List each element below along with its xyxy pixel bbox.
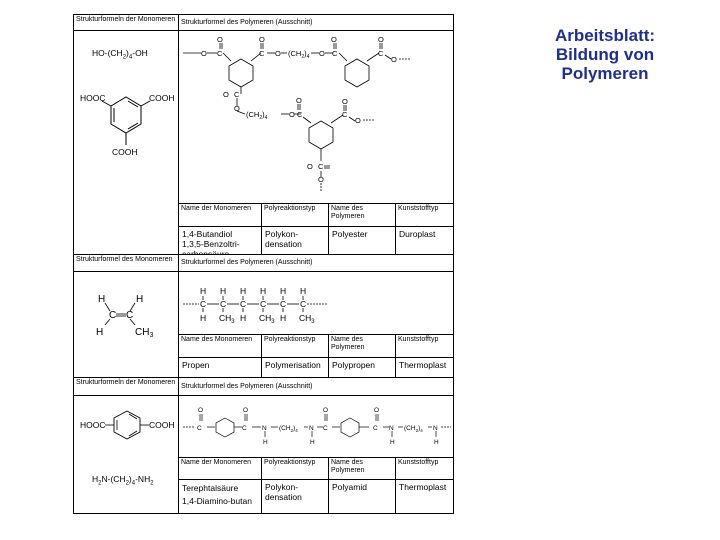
svg-text:C: C	[332, 49, 338, 58]
butanediol-formula: $HO-(CH_2)_4-OH$	[92, 48, 148, 61]
svg-text:CH3: $CH_3$	[259, 313, 275, 325]
polymer-structure	[178, 395, 454, 458]
svg-text:(CH2)4: $(CH_2)_4$	[279, 425, 298, 433]
monomer-names	[178, 226, 262, 255]
svg-text:C: C	[280, 299, 287, 309]
svg-text:COOH: COOH	[112, 147, 138, 157]
col-header-type: Kunststofftyp	[395, 203, 454, 227]
polymer-name: Polyamid	[328, 479, 396, 514]
svg-text:O: O	[374, 407, 380, 414]
svg-text:O: O	[289, 110, 295, 119]
col-header-type: Kunststofftyp	[395, 457, 454, 480]
svg-text:O: O	[201, 49, 207, 58]
svg-text:H: H	[280, 313, 287, 323]
svg-text:H: H	[263, 439, 268, 446]
svg-text:N: N	[389, 425, 394, 432]
svg-text:H: H	[136, 294, 144, 305]
svg-text:COOH: COOH	[149, 420, 175, 430]
left-header: Strukturformel des Monomeren	[73, 254, 179, 272]
block-polyester	[73, 14, 454, 255]
svg-text:O: O	[323, 407, 329, 414]
svg-text:HOOC: HOOC	[80, 420, 106, 430]
diaminobutane-formula: $H_2N-(CH_2)_4-NH_2$	[92, 474, 154, 487]
svg-text:N: N	[433, 425, 438, 432]
svg-text:COOH: COOH	[149, 93, 175, 103]
svg-text:H: H	[240, 286, 247, 296]
svg-text:H: H	[390, 439, 395, 446]
col-header-monomer: Name der Monomeren	[178, 457, 262, 480]
block-polyamide	[73, 377, 454, 514]
right-header: Strukturformel des Polymeren (Ausschnitt)	[178, 14, 454, 31]
svg-text:H: H	[200, 286, 207, 296]
svg-text:O: O	[234, 104, 240, 113]
svg-text:CH3: $CH_3$	[135, 327, 154, 339]
col-header-polymer: Name des Polymeren	[328, 457, 396, 480]
polypropene-structure	[179, 272, 453, 334]
svg-text:C: C	[126, 310, 134, 321]
reaction-type: Polymerisation	[261, 357, 329, 378]
svg-text:C: C	[217, 49, 223, 58]
monomer-structures	[73, 395, 179, 514]
monomer-name: 1,3,5-Benzoltri-	[182, 239, 240, 249]
svg-text:O: O	[223, 90, 229, 99]
reaction-type: Polykon-densation	[261, 479, 329, 514]
svg-text:(CH2)4: $(CH_2)_4$	[246, 110, 268, 121]
svg-text:O: O	[307, 162, 313, 171]
svg-text:C: C	[197, 425, 202, 432]
svg-text:C: C	[109, 310, 117, 321]
title-line-2: Bildung von	[555, 45, 655, 64]
svg-text:O: O	[319, 49, 325, 58]
svg-text:O: O	[355, 116, 361, 125]
svg-text:C: C	[300, 299, 307, 309]
svg-text:H: H	[310, 439, 315, 446]
svg-text:O: O	[342, 97, 348, 106]
monomer-name: Propen	[178, 357, 262, 378]
col-header-polymer: Name des Polymeren	[328, 334, 396, 358]
polymer-structure	[178, 271, 454, 335]
svg-text:HOOC: HOOC	[80, 93, 106, 103]
svg-text:H: H	[434, 439, 439, 446]
plastic-type: Thermoplast	[395, 479, 454, 514]
svg-text:H: H	[280, 286, 287, 296]
svg-text:C: C	[220, 299, 227, 309]
svg-text:O: O	[378, 35, 384, 44]
col-header-reaction: Polyreaktionstyp	[261, 457, 329, 480]
svg-text:C: C	[200, 299, 207, 309]
monomer-names	[178, 479, 262, 514]
svg-text:O: O	[275, 49, 281, 58]
svg-text:O: O	[318, 175, 324, 184]
svg-text:C: C	[260, 299, 267, 309]
svg-text:O: O	[391, 55, 397, 64]
plastic-type: Thermoplast	[395, 357, 454, 378]
right-header: Strukturformel des Polymeren (Ausschnitt)	[178, 377, 454, 396]
svg-text:H: H	[240, 313, 247, 323]
monomer-name: 1,4-Butandiol	[182, 229, 233, 239]
monomer-structures	[73, 271, 179, 378]
svg-text:C: C	[373, 425, 378, 432]
svg-text:O: O	[296, 96, 302, 105]
worksheet-title	[535, 26, 675, 83]
block-polypropene	[73, 254, 454, 378]
monomer-structures	[73, 30, 179, 255]
benzenetricarboxylic-acid-structure	[74, 79, 178, 179]
svg-text:CH3: $CH_3$	[299, 313, 315, 325]
svg-text:C: C	[342, 110, 348, 119]
title-line-1: Arbeitsblatt:	[554, 26, 656, 45]
terephthalic-acid-structure	[74, 398, 178, 454]
svg-text:(CH2)4: $(CH_2)_4$	[404, 425, 423, 433]
svg-text:C: C	[323, 425, 328, 432]
col-header-monomer: Name der Monomeren	[178, 203, 262, 227]
left-header: Strukturformeln der Monomeren	[73, 14, 179, 31]
left-header: Strukturformeln der Monomeren	[73, 377, 179, 396]
svg-text:C: C	[318, 162, 324, 171]
monomer-name: Terephtalsäure	[182, 483, 239, 493]
svg-text:H: H	[260, 286, 267, 296]
svg-text:C: C	[297, 110, 303, 119]
svg-text:H: H	[96, 327, 104, 338]
svg-text:(CH2)4: $(CH_2)_4$	[288, 49, 310, 60]
svg-text:CH3: $CH_3$	[219, 313, 235, 325]
monomer-name: 1,4-Diamino-butan	[182, 496, 252, 506]
svg-text:C: C	[242, 425, 247, 432]
svg-text:H: H	[300, 286, 307, 296]
propene-structure	[74, 280, 178, 340]
svg-text:H: H	[220, 286, 227, 296]
polymer-name: Polyester	[328, 226, 396, 255]
col-header-reaction: Polyreaktionstyp	[261, 334, 329, 358]
polymer-structure	[178, 30, 454, 204]
col-header-type: Kunststofftyp	[395, 334, 454, 358]
polyester-structure	[179, 31, 453, 203]
reaction-type: Polykon-densation	[261, 226, 329, 255]
title-line-3: Polymeren	[561, 64, 649, 83]
svg-text:H: H	[98, 294, 106, 305]
polyamide-structure	[179, 396, 453, 457]
col-header-polymer: Name des Polymeren	[328, 203, 396, 227]
svg-text:O: O	[198, 407, 204, 414]
svg-text:O: O	[217, 35, 223, 44]
col-header-reaction: Polyreaktionstyp	[261, 203, 329, 227]
plastic-type: Duroplast	[395, 226, 454, 255]
svg-text:O: O	[331, 35, 337, 44]
svg-text:H: H	[200, 313, 207, 323]
svg-text:N: N	[262, 425, 267, 432]
col-header-monomer: Name des Monomeren	[178, 334, 262, 358]
svg-text:N: N	[309, 425, 314, 432]
right-header: Strukturformel des Polymeren (Ausschnitt)	[178, 254, 454, 272]
polymer-name: Polypropen	[328, 357, 396, 378]
svg-text:C: C	[240, 299, 247, 309]
svg-text:O: O	[243, 407, 249, 414]
svg-text:C: C	[378, 49, 384, 58]
svg-text:C: C	[234, 90, 240, 99]
svg-text:C: C	[259, 49, 265, 58]
svg-text:O: O	[259, 35, 265, 44]
